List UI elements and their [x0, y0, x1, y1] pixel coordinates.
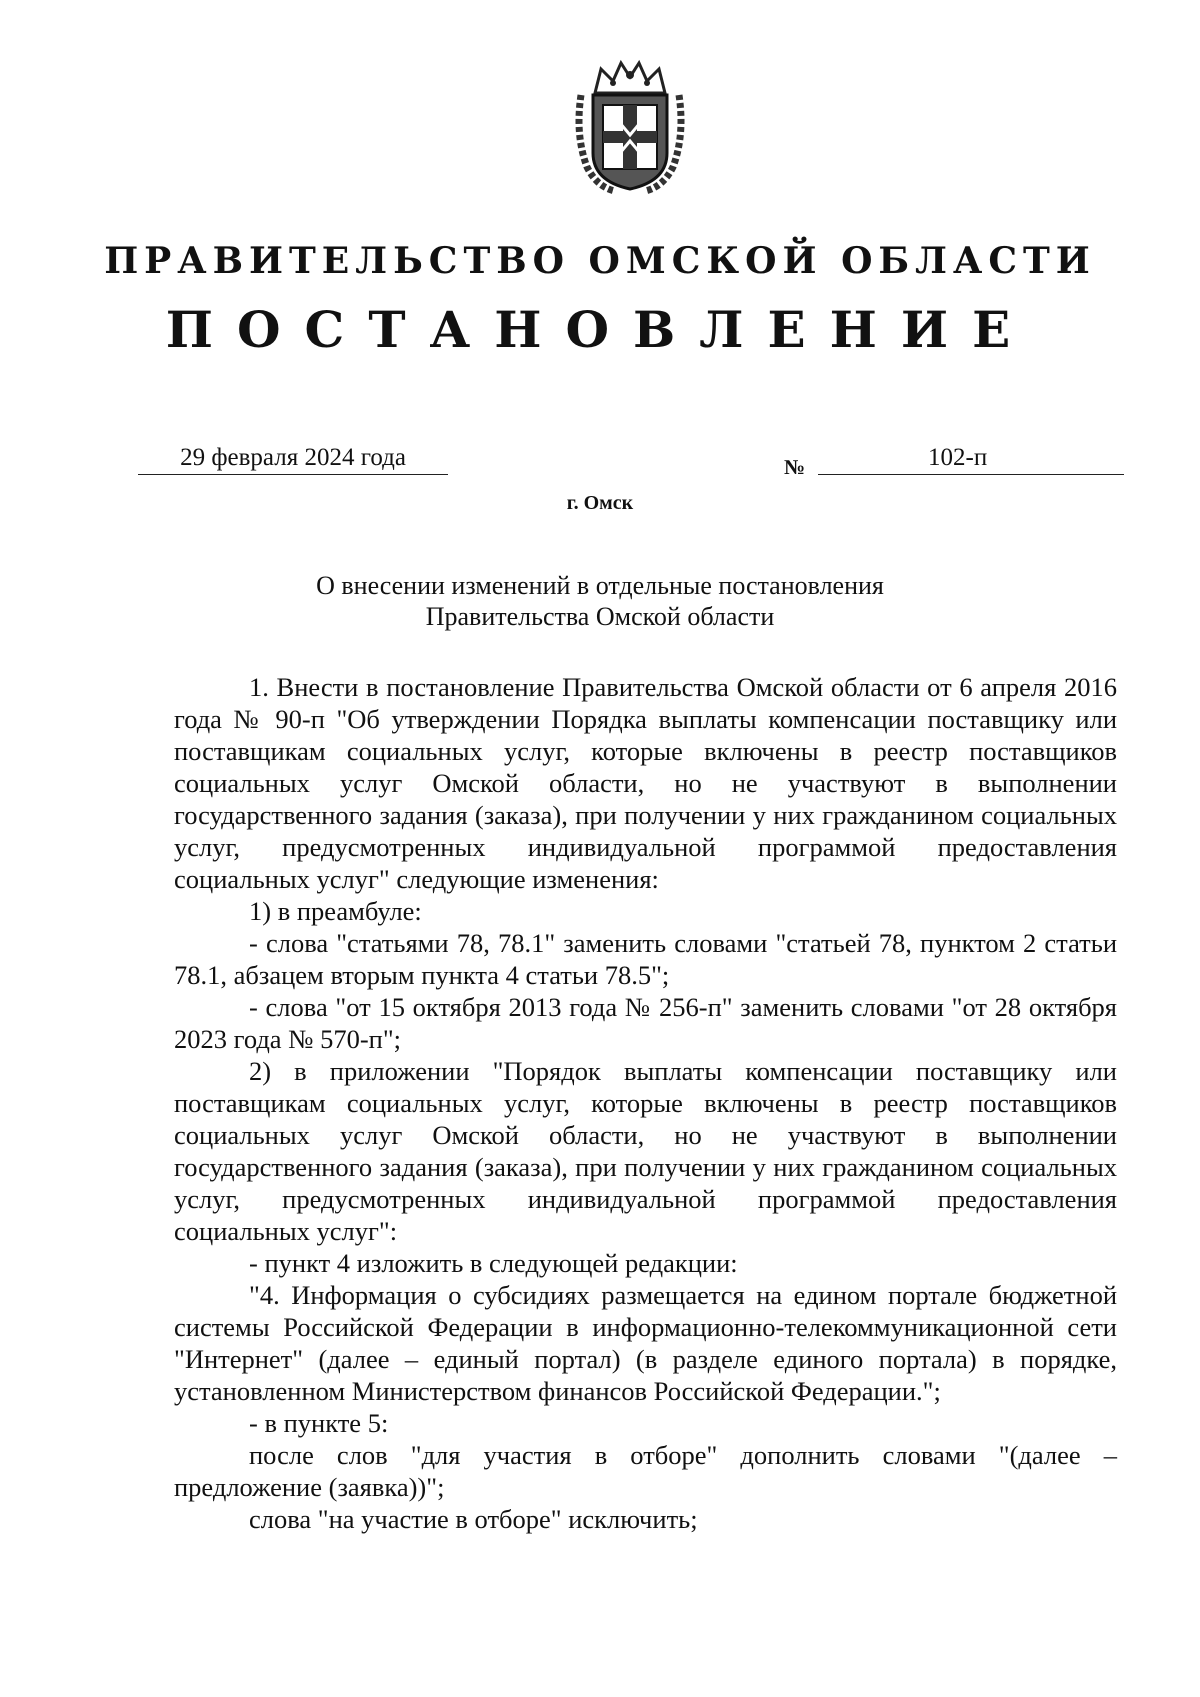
paragraph: - слова "статьями 78, 78.1" заменить словами "статьей 78, пунктом 2 статьи 78.1, абзацем вторым пункта 4 статьи 78.5";: [174, 928, 1117, 990]
paragraph: после слов "для участия в отборе" дополнить словами "(далее – предложение (заявка))";: [174, 1440, 1117, 1502]
paragraph: 1. Внести в постановление Правительства Омской области от 6 апреля 2016 года № 90-п "Об утверждении Порядка выплаты компенсации поставщику или поставщикам социальных услуг, которые включены в реестр поставщиков социальных услуг Омской области, но не участвуют в выполнении государственного задания (заказа), при получении у них гражданином социальных услуг, предусмотренных индивидуальной программой предоставления социальных услуг" следующие изменения:: [174, 672, 1117, 894]
document-date: 29 февраля 2024 года: [138, 441, 448, 475]
number-sign: №: [784, 455, 806, 479]
city-label: г. Омск: [566, 492, 634, 514]
document-type-title: ПОСТАНОВЛЕНИЕ: [165, 300, 1035, 359]
paragraph: 2) в приложении "Порядок выплаты компенсации поставщику или поставщикам социальных услуг, которые включены в реестр поставщиков социальных услуг Омской области, но не участвуют в выполнении государственного задания (заказа), при получении у них гражданином социальных услуг, предусмотренных индивидуальной программой предоставления социальных услуг":: [174, 1056, 1117, 1246]
coat-of-arms-icon: [575, 55, 685, 195]
subject-line: Правительства Омской области: [425, 602, 775, 631]
paragraph: 1) в преамбуле:: [249, 896, 422, 926]
subject-line: О внесении изменений в отдельные постановления: [316, 571, 884, 600]
organization-title: ПРАВИТЕЛЬСТВО ОМСКОЙ ОБЛАСТИ: [104, 240, 1096, 282]
paragraph: - слова "от 15 октября 2013 года № 256-п" заменить словами "от 28 октября 2023 года № 570-п";: [174, 992, 1117, 1054]
document-number: 102-п: [928, 444, 988, 471]
paragraph: "4. Информация о субсидиях размещается на едином портале бюджетной системы Российской Федерации в информационно-телекоммуникационной сети "Интернет" (далее – единый портал) (в разделе единого портала) в порядке, установленном Министерством финансов Российской Федерации.";: [174, 1280, 1117, 1406]
document-body: [174, 671, 1117, 1535]
document-number-field: [818, 441, 1124, 475]
paragraph: слова "на участие в отборе" исключить;: [249, 1504, 698, 1534]
paragraph: - пункт 4 изложить в следующей редакции:: [249, 1248, 738, 1278]
paragraph: - в пункте 5:: [249, 1408, 389, 1438]
document-subject: [0, 570, 1200, 632]
